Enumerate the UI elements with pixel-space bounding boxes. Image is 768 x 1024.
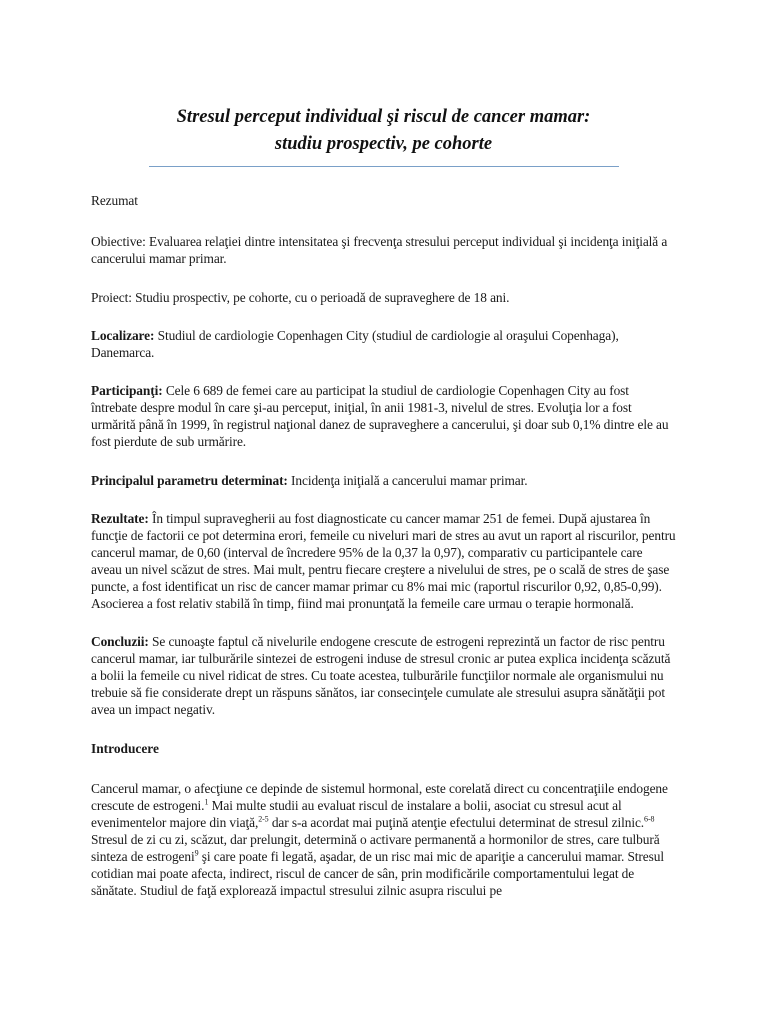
intro-text-4: Stresul de zi cu zi, scăzut, dar prelungit, determină o activare permanentă a hormonilor de stres, care tulbură sinteza de estrogeni xyxy=(91,832,660,864)
design-paragraph: Proiect: Studiu prospectiv, pe cohorte, cu o perioadă de supraveghere de 18 ani. xyxy=(91,290,510,305)
intro-text-5: şi care poate fi legată, aşadar, de un risc mai mic de apariţie a cancerului mamar. Stresul cotidian mai poate afecta, indirect, riscul de cancer de sân, prin modificările comportamentului legat de sănătate. Studiul de faţă explorează impactul stresului zilnic asupra riscului pe xyxy=(91,849,664,898)
reference-2: 2-5 xyxy=(258,814,269,824)
results-text: În timpul supravegherii au fost diagnosticate cu cancer mamar 251 de femei. După ajustarea în funcţie de factorii ce pot determina erori, femeile cu niveluri mari de stres au avut un raport al riscurilor, pentru cancerul mamar, de 0,60 (interval de încredere 95% de la 0,37 la 0,97), comparativ cu participantele care aveau un nivel scăzut de stres. Mai mult, pentru fiecare creştere a nivelului de stres, pe o scală de stres de şase puncte, a fost identificat un risc de cancer mamar primar cu 8% mai mic (raportul riscurilor 0,92, 0,85-0,99). Asocierea a fost relativ stabilă în timp, fiind mai pronunţată la femeile care urmau o terapie hormonală. xyxy=(91,511,676,611)
introduction-heading: Introducere xyxy=(91,741,159,756)
title-underline xyxy=(149,166,619,167)
setting-text: Studiul de cardiologie Copenhagen City (studiul de cardiologie al oraşului Copenhaga), Danemarca. xyxy=(91,328,619,360)
main-outcome-text: Incidenţa iniţială a cancerului mamar primar. xyxy=(287,473,528,488)
setting-paragraph xyxy=(91,327,676,361)
intro-text-2: Mai multe studii au evaluat riscul de instalare a bolii, asociat cu stresul acut al evenimentelor majore din viaţă, xyxy=(91,798,622,830)
results-label: Rezultate: xyxy=(91,511,149,526)
reference-4: 9 xyxy=(194,848,199,858)
participants-text: Cele 6 689 de femei care au participat la studiul de cardiologie Copenhagen City au fost întrebate despre modul în care şi-au perceput, iniţial, în anii 1981-3, nivelul de stres. Evoluţia lor a fost urmărită până în 1999, în registrul naţional danez de supraveghere a cancerului, şi doar sub 0,1% dintre ele au fost pierdute de sub urmărire. xyxy=(91,383,669,449)
participants-paragraph xyxy=(91,382,676,450)
reference-1: 1 xyxy=(204,797,209,807)
conclusions-paragraph xyxy=(91,633,676,718)
objectives-paragraph: Obiective: Evaluarea relaţiei dintre intensitatea şi frecvenţa stresului perceput individual şi incidenţa iniţială a cancerului mamar primar. xyxy=(91,234,668,266)
main-outcome-paragraph xyxy=(91,472,676,489)
setting-label: Localizare: xyxy=(91,328,155,343)
conclusions-text: Se cunoaşte faptul că nivelurile endogene crescute de estrogeni reprezintă un factor de risc pentru cancerul mamar, iar tulburările sintezei de estrogeni induse de stresul cronic ar putea explica incidenţa scăzută a bolii la femeile cu nivel ridicat de stres. Cu toate acestea, tulburările funcţiilor normale ale organismului nu trebuie să fie considerate drept un răspuns sănătos, iar consecinţele cumulate ale stresului asupra sănătăţii pot avea un impact negativ. xyxy=(91,634,671,717)
intro-text-1: Cancerul mamar, o afecţiune ce depinde de sistemul hormonal, este corelată direct cu concentraţiile endogene crescute de estrogeni. xyxy=(91,781,668,813)
intro-text-3: dar s-a acordat mai puţină atenţie efectului determinat de stresul zilnic. xyxy=(268,815,645,830)
title-line-1: Stresul perceput individual şi riscul de cancer mamar: xyxy=(176,107,591,127)
introduction-paragraph xyxy=(91,780,676,899)
title-line-2: studiu prospectiv, pe cohorte xyxy=(274,134,493,154)
abstract-heading: Rezumat xyxy=(91,193,138,208)
title-block xyxy=(91,0,676,167)
conclusions-label: Concluzii: xyxy=(91,634,149,649)
main-outcome-label: Principalul parametru determinat: xyxy=(91,473,288,488)
reference-3: 6-8 xyxy=(644,814,655,824)
participants-label: Participanţi: xyxy=(91,383,163,398)
results-paragraph xyxy=(91,510,676,612)
